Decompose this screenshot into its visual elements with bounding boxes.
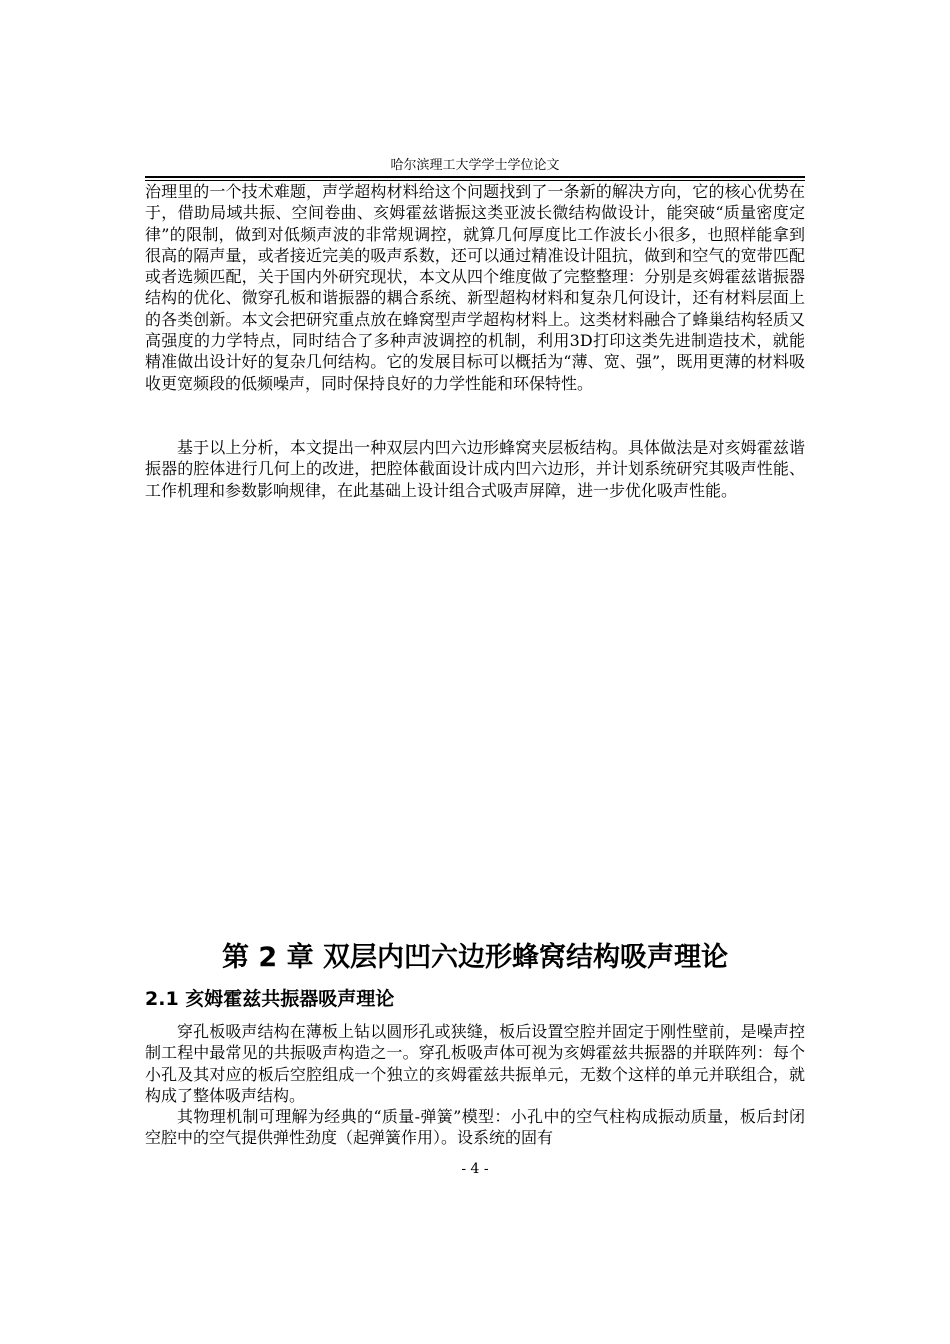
page-number: - 4 -	[461, 1161, 489, 1177]
header-rule	[145, 176, 805, 178]
section-paragraph: 穿孔板吸声结构在薄板上钻以圆形孔或狭缝，板后设置空腔并固定于刚性壁前，是噪声控制工程中最常见的共振吸声构造之一。穿孔板吸声体可视为亥姆霍兹共振器的并联阵列：每个小孔及其对应的板后空腔组成一个独立的亥姆霍兹共振单元，无数个这样的单元并联组合，就构成了整体吸声结构。	[145, 1022, 805, 1105]
running-header: 哈尔滨理工大学学士学位论文	[390, 158, 560, 173]
section-paragraph: 其物理机制可理解为经典的“质量-弹簧”模型：小孔中的空气柱构成振动质量，板后封闭空腔中的空气提供弹性劲度（起弹簧作用）。设系统的固有	[145, 1107, 805, 1148]
body-paragraph: 治理里的一个技术难题，声学超构材料给这个问题找到了一条新的解决方向，它的核心优势在于，借助局域共振、空间卷曲、亥姆霍兹谐振这类亚波长微结构做设计，能突破“质量密度定律”的限制，做到对低频声波的非常规调控，就算几何厚度比工作波长小很多，也照样能拿到很高的隔声量，或者接近完美的吸声系数，还可以通过精准设计阻抗，做到和空气的宽带匹配或者选频匹配，关于国内外研究现状，本文从四个维度做了完整整理：分别是亥姆霍兹谐振器结构的优化、微穿孔板和谐振器的耦合系统、新型超构材料和复杂几何设计，还有材料层面上的各类创新。本文会把研究重点放在蜂窝型声学超构材料上。这类材料融合了蜂巢结构轻质又高强度的力学特点，同时结合了多种声波调控的机制，利用3D打印这类先进制造技术，就能精准做出设计好的复杂几何结构。它的发展目标可以概括为“薄、宽、强”，既用更薄的材料吸收更宽频段的低频噪声，同时保持良好的力学性能和环保特性。	[145, 182, 805, 393]
body-paragraph: 基于以上分析，本文提出一种双层内凹六边形蜂窝夹层板结构。具体做法是对亥姆霍兹谐振器的腔体进行几何上的改进，把腔体截面设计成内凹六边形，并计划系统研究其吸声性能、工作机理和参数影响规律，在此基础上设计组合式吸声屏障，进一步优化吸声性能。	[145, 438, 805, 500]
chapter-title: 第 2 章 双层内凹六边形蜂窝结构吸声理论	[222, 942, 728, 973]
section-title: 2.1 亥姆霍兹共振器吸声理论	[145, 988, 395, 1010]
